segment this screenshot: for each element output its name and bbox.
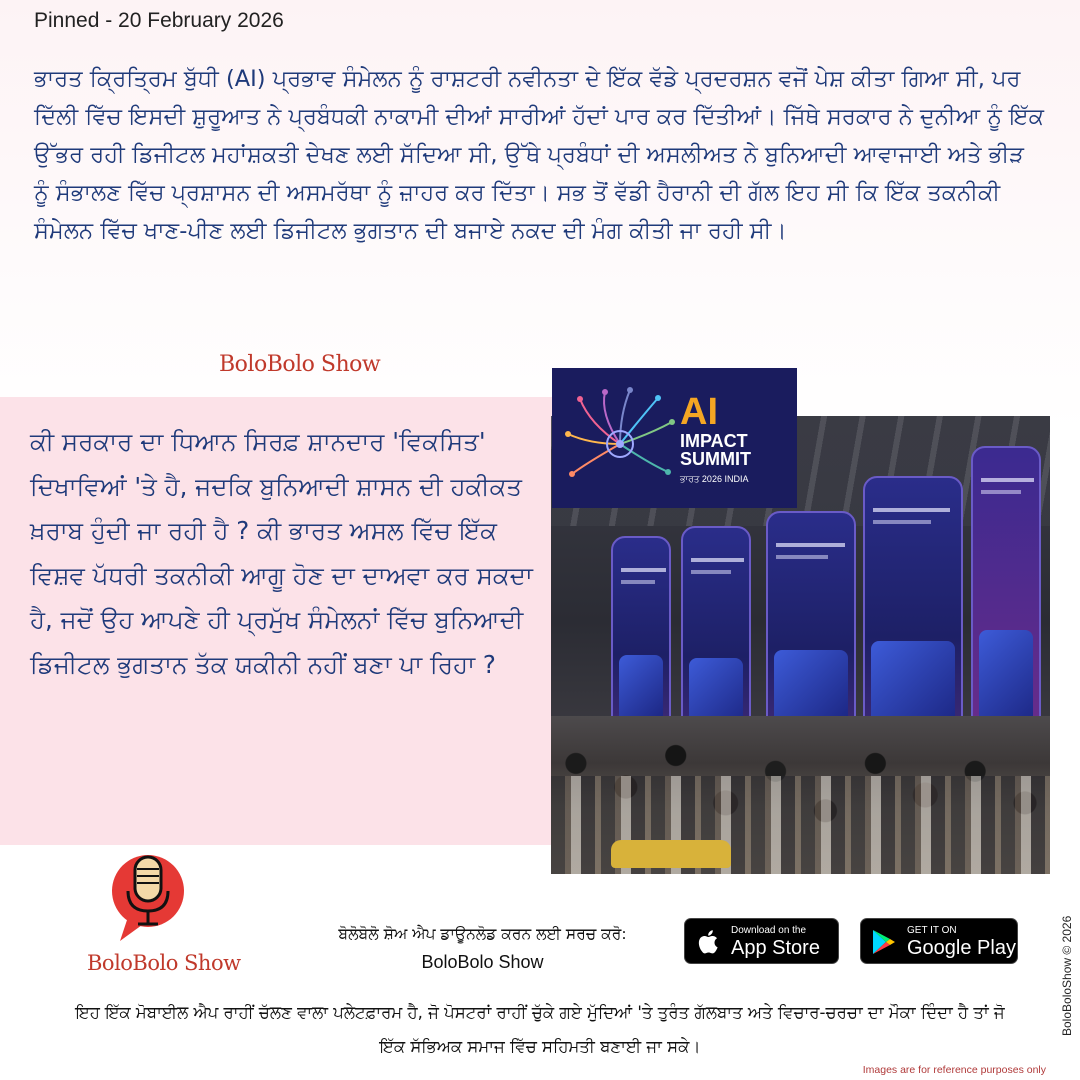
play-icon bbox=[871, 928, 897, 956]
ai-impact-summit-logo bbox=[552, 368, 797, 508]
google-play-button[interactable] bbox=[860, 918, 1018, 964]
google-play-big-text: Google Play bbox=[907, 937, 1016, 959]
logo-subtitle: ਭਾਰਤ 2026 INDIA bbox=[680, 474, 749, 484]
logo-summit-text: SUMMIT bbox=[680, 449, 751, 469]
platform-description: ਇਹ ਇੱਕ ਮੋਬਾਈਲ ਐਪ ਰਾਹੀਂ ਚੱਲਣ ਵਾਲਾ ਪਲੇਟਫ਼ਾਰਮ ਹੈ, ਜੋ ਪੋਸਟਰਾਂ ਰਾਹੀਂ ਚੁੱਕੇ ਗਏ ਮੁੱਦਿਆਂ 'ਤੇ ਤੁਰੰਤ ਗੱਲਬਾਤ ਅਤੇ ਵਿਚਾਰ-ਚਰਚਾ ਦਾ ਮੌਕਾ ਦਿੰਦਾ ਹੈ ਤਾਂ ਜੋ ਇੱਕ ਸੱਭਿਅਕ ਸਮਾਜ ਵਿੱਚ ਸਹਿਮਤੀ ਬਣਾਈ ਜਾ ਸਕੇ। bbox=[75, 1003, 1005, 1056]
search-instruction: ਬੋਲੋਬੋਲੋ ਸ਼ੋਅ ਐਪ ਡਾਊਨਲੋਡ ਕਰਨ ਲਈ ਸਰਚ ਕਰੋ: bbox=[338, 925, 627, 943]
brand-wordmark-bottom: BoloBolo Show bbox=[87, 951, 241, 975]
intro-paragraph: ਭਾਰਤ ਕ੍ਰਿਤ੍ਰਿਮ ਬੁੱਧੀ (AI) ਪ੍ਰਭਾਵ ਸੰਮੇਲਨ ਨੂੰ ਰਾਸ਼ਟਰੀ ਨਵੀਨਤਾ ਦੇ ਇੱਕ ਵੱਡੇ ਪ੍ਰਦਰਸ਼ਨ ਵਜੋਂ ਪੇਸ਼ ਕੀਤਾ ਗਿਆ ਸੀ, ਪਰ ਦਿੱਲੀ ਵਿੱਚ ਇਸਦੀ ਸ਼ੁਰੂਆਤ ਨੇ ਪ੍ਰਬੰਧਕੀ ਨਾਕਾਮੀ ਦੀਆਂ ਸਾਰੀਆਂ ਹੱਦਾਂ ਪਾਰ ਕਰ ਦਿੱਤੀਆਂ। ਜਿੱਥੇ ਸਰਕਾਰ ਨੇ ਦੁਨੀਆ ਨੂੰ ਇੱਕ ਉੱਭਰ ਰਹੀ ਡਿਜੀਟਲ ਮਹਾਂਸ਼ਕਤੀ ਦੇਖਣ ਲਈ ਸੱਦਿਆ ਸੀ, ਉੱਥੇ ਪ੍ਰਬੰਧਾਂ ਦੀ ਅਸਲੀਅਤ ਨੇ ਬੁਨਿਆਦੀ ਆਵਾਜਾਈ ਅਤੇ ਭੀੜ ਨੂੰ ਸੰਭਾਲਣ ਵਿੱਚ ਪ੍ਰਸ਼ਾਸਨ ਦੀ ਅਸਮਰੱਥਾ ਨੂੰ ਜ਼ਾਹਰ ਕਰ ਦਿੱਤਾ। ਸਭ ਤੋਂ ਵੱਡੀ ਹੈਰਾਨੀ ਦੀ ਗੱਲ ਇਹ ਸੀ ਕਿ ਇੱਕ ਤਕਨੀਕੀ ਸੰਮੇਲਨ ਵਿੱਚ ਖਾਣ-ਪੀਣ ਲਈ ਡਿਜੀਟਲ ਭੁਗਤਾਨ ਦੀ ਬਜਾਏ ਨਕਦ ਦੀ ਮੰਗ ਕੀਤੀ ਜਾ ਰਹੀ ਸੀ। bbox=[34, 66, 1044, 244]
question-text: ਕੀ ਸਰਕਾਰ ਦਾ ਧਿਆਨ ਸਿਰਫ਼ ਸ਼ਾਨਦਾਰ 'ਵਿਕਸਿਤ' ਦਿਖਾਵਿਆਂ 'ਤੇ ਹੈ, ਜਦਕਿ ਬੁਨਿਆਦੀ ਸ਼ਾਸਨ ਦੀ ਹਕੀਕਤ ਖ਼ਰਾਬ ਹੁੰਦੀ ਜਾ ਰਹੀ ਹੈ ? ਕੀ ਭਾਰਤ ਅਸਲ ਵਿੱਚ ਇੱਕ ਵਿਸ਼ਵ ਪੱਧਰੀ ਤਕਨੀਕੀ ਆਗੂ ਹੋਣ ਦਾ ਦਾਅਵਾ ਕਰ ਸਕਦਾ ਹੈ, ਜਦੋਂ ਉਹ ਆਪਣੇ ਹੀ ਪ੍ਰਮੁੱਖ ਸੰਮੇਲਨਾਂ ਵਿੱਚ ਬੁਨਿਆਦੀ ਡਿਜੀਟਲ ਭੁਗਤਾਨ ਤੱਕ ਯਕੀਨੀ ਨਹੀਂ ਬਣਾ ਪਾ ਰਿਹਾ ? bbox=[30, 427, 533, 679]
logo-impact-text: IMPACT bbox=[680, 431, 748, 451]
search-app-name: BoloBolo Show bbox=[421, 952, 544, 972]
brand-wordmark: BoloBolo Show bbox=[219, 352, 381, 377]
app-store-button[interactable] bbox=[684, 918, 839, 964]
app-store-big-text: App Store bbox=[731, 937, 820, 959]
chakra-network-icon bbox=[560, 384, 680, 494]
image-disclaimer: Images are for reference purposes only bbox=[862, 1064, 1046, 1076]
logo-ai-text: AI bbox=[680, 391, 718, 433]
copyright-credit: BoloBoloShow © 2026 bbox=[1060, 915, 1074, 1036]
microphone-logo-icon bbox=[108, 845, 188, 945]
google-play-small-text: GET IT ON bbox=[907, 925, 957, 936]
apple-icon bbox=[695, 928, 719, 956]
app-store-small-text: Download on the bbox=[731, 925, 807, 936]
app-search-prompt bbox=[300, 920, 665, 976]
pinned-date: Pinned - 20 February 2026 bbox=[34, 9, 284, 32]
